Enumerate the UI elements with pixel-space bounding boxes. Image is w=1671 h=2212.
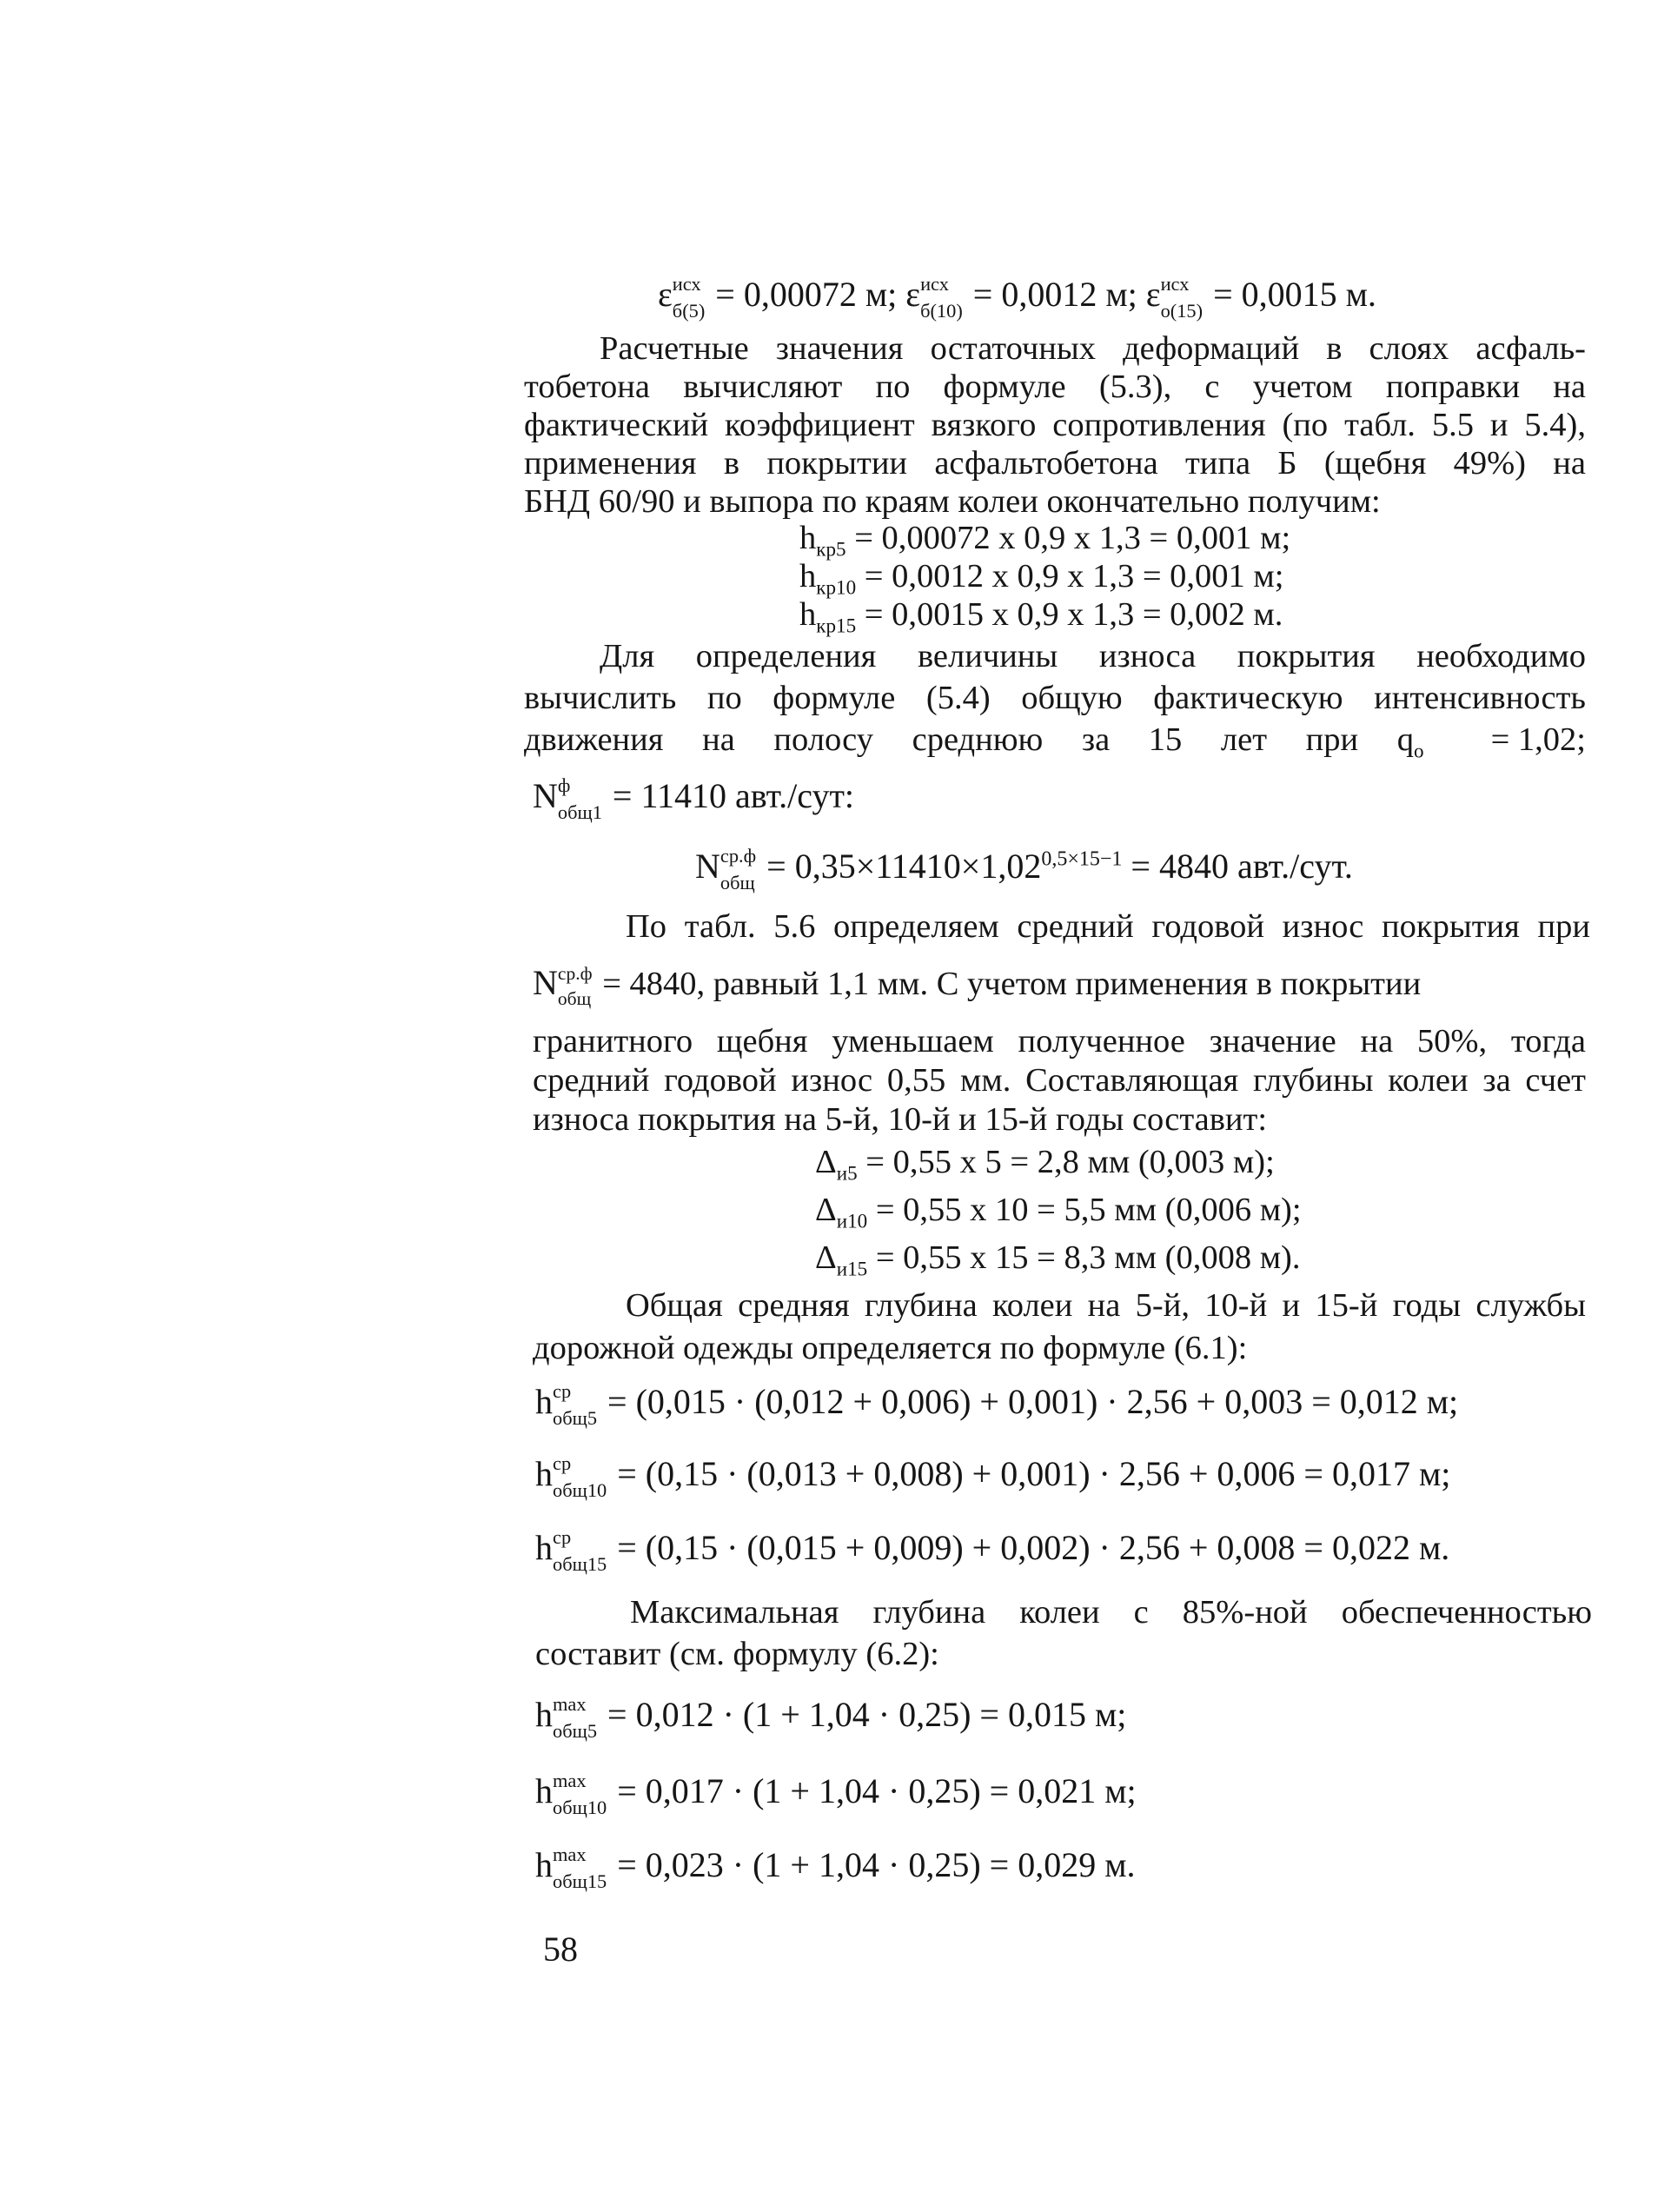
symbol: N (533, 776, 558, 815)
subscript: и5 (836, 1161, 858, 1185)
paragraph-line: БНД 60/90 и выпора по краям колеи окончательно получим: (524, 483, 1381, 520)
epsilon-symbol: ε (905, 275, 921, 314)
paragraph-text: = 1,02; (1490, 721, 1586, 758)
epsilon-symbol: ε (1145, 275, 1161, 314)
page-number: 58 (543, 1930, 578, 1969)
formula-h-kr10 (799, 556, 1284, 599)
formula-text: = 0,0015 х 0,9 х 1,3 = 0,002 м. (856, 596, 1283, 633)
epsilon-values-line (658, 273, 1376, 322)
superscript: max (553, 1770, 587, 1792)
paragraph-line: износа покрытия на 5-й, 10-й и 15-й годы составит: (533, 1101, 1268, 1138)
formula-delta-5 (815, 1142, 1275, 1185)
formula-h-cp-15 (535, 1526, 1450, 1575)
formula-text: = 0,017 · (1 + 1,04 · 0,25) = 0,021 м; (608, 1771, 1137, 1810)
formula-h-max-5 (535, 1693, 1127, 1742)
eps-sub: б(10) (920, 299, 963, 322)
subscript: и15 (836, 1257, 868, 1280)
symbol: h (799, 596, 817, 633)
superscript: ср (553, 1452, 572, 1475)
formula-delta-10 (815, 1190, 1302, 1230)
paragraph-line: вычислить по формуле (5.4) общую фактическую интенсивность (524, 680, 1586, 716)
q-subscript: о (1414, 739, 1424, 762)
subscript: кр15 (816, 614, 857, 637)
formula-text: = (0,15 · (0,013 + 0,008) + 0,001) · 2,56 + 0,006 = 0,017 м; (608, 1454, 1451, 1493)
eps-sub: о(15) (1160, 299, 1204, 322)
formula-delta-15 (815, 1238, 1301, 1278)
superscript: max (553, 1843, 587, 1866)
paragraph-line: Общая средняя глубина колеи на 5-й, 10-й и 15-й годы службы (626, 1287, 1586, 1324)
formula-text: = 0,35×11410×1,02 (758, 847, 1042, 886)
formula-h-kr5 (799, 518, 1291, 561)
formula-text: = (0,15 · (0,015 + 0,009) + 0,002) · 2,56 + 0,008 = 0,022 м. (608, 1528, 1450, 1567)
paragraph-line: фактический коэффициент вязкого сопротивления (по табл. 5.5 и 5.4), (524, 407, 1586, 443)
formula-h-max-10 (535, 1770, 1137, 1818)
eps-value: = 0,00072 м; (706, 275, 906, 314)
subscript: общ10 (553, 1796, 607, 1818)
paragraph-line: составит (см. формулу (6.2): (535, 1636, 939, 1672)
formula-h-kr15 (799, 595, 1283, 637)
eps-value: = 0,0012 м; (964, 275, 1146, 314)
formula-text: = 0,00072 х 0,9 х 1,3 = 0,001 м; (845, 520, 1291, 556)
superscript: ср.ф (719, 845, 757, 867)
subscript: и10 (836, 1209, 868, 1232)
paragraph-text: движения на полосу среднюю за 15 лет при q (524, 721, 1414, 758)
subscript: общ10 (553, 1478, 607, 1501)
eps-sub: б(5) (672, 299, 706, 322)
symbol: h (535, 1382, 553, 1421)
superscript: ср (553, 1526, 572, 1549)
eps-sup: исх (920, 273, 949, 296)
formula-n-obsh-cp (695, 845, 1353, 893)
formula-text: = 0,0012 х 0,9 х 1,3 = 0,001 м; (856, 558, 1284, 595)
subscript: кр10 (816, 575, 857, 599)
formula-text: = 0,023 · (1 + 1,04 · 0,25) = 0,029 м. (608, 1845, 1136, 1884)
subscript: общ5 (553, 1406, 598, 1429)
subscript: кр5 (816, 537, 846, 561)
paragraph-line: Расчетные значения остаточных деформаций в слоях асфаль- (600, 330, 1586, 367)
formula-text: = 11410 авт./сут: (603, 776, 855, 815)
paragraph-line: применения в покрытии асфальтобетона типа Б (щебня 49%) на (524, 445, 1586, 482)
paragraph-line: гранитного щебня уменьшаем полученное значение на 50%, тогда (533, 1023, 1586, 1060)
symbol: h (535, 1695, 553, 1734)
superscript: max (553, 1693, 587, 1716)
paragraph-line: По табл. 5.6 определяем средний годовой износ покрытия при (626, 908, 1590, 945)
formula-text: = 4840 авт./сут. (1122, 847, 1353, 886)
subscript: общ5 (553, 1719, 598, 1742)
delta-symbol: Δ (815, 1192, 837, 1228)
paragraph-line: дорожной одежды определяется по формуле (6.1): (533, 1330, 1248, 1366)
symbol: h (535, 1528, 553, 1567)
paragraph-line: средний годовой износ 0,55 мм. Составляющая глубины колеи за счет (533, 1062, 1586, 1099)
formula-text: = (0,015 · (0,012 + 0,006) + 0,001) · 2,56 + 0,003 = 0,012 м; (599, 1382, 1459, 1421)
delta-symbol: Δ (815, 1144, 837, 1180)
eps-sup: исх (1160, 273, 1190, 296)
formula-text: = 0,55 х 10 = 5,5 мм (0,006 м); (867, 1192, 1302, 1228)
symbol: h (535, 1771, 553, 1810)
formula-text: = 0,012 · (1 + 1,04 · 0,25) = 0,015 м; (599, 1695, 1127, 1734)
symbol: N (533, 963, 558, 1002)
exponent: 0,5×15−1 (1041, 847, 1123, 871)
subscript: общ (557, 988, 592, 1010)
symbol: h (799, 520, 817, 556)
subscript: общ15 (553, 1552, 607, 1575)
paragraph-line (533, 962, 1422, 1010)
eps-sup: исх (672, 273, 701, 296)
superscript: ф (557, 774, 571, 797)
symbol: N (695, 847, 720, 886)
formula-h-max-15 (535, 1843, 1136, 1892)
paragraph-line: Максимальная глубина колеи с 85%-ной обеспеченностью (630, 1594, 1592, 1631)
symbol: h (535, 1454, 553, 1493)
symbol: h (535, 1845, 553, 1884)
superscript: ср (553, 1380, 572, 1403)
superscript: ср.ф (557, 962, 593, 984)
formula-h-cp-10 (535, 1452, 1451, 1501)
formula-text: = 0,55 х 15 = 8,3 мм (0,008 м). (867, 1239, 1301, 1276)
subscript: общ15 (553, 1870, 607, 1892)
epsilon-symbol: ε (658, 275, 673, 314)
eps-value: = 0,0015 м. (1204, 275, 1376, 314)
formula-h-cp-5 (535, 1380, 1459, 1429)
symbol: h (799, 558, 817, 595)
formula-n-obsh1 (533, 774, 855, 823)
formula-text: = 0,55 х 5 = 2,8 мм (0,003 м); (857, 1144, 1275, 1180)
paragraph-line (524, 720, 1586, 760)
paragraph-text: = 4840, равный 1,1 мм. С учетом применения в покрытии (593, 966, 1422, 1002)
subscript: общ1 (557, 800, 602, 823)
paragraph-line: тобетона вычисляют по формуле (5.3), с учетом поправки на (524, 369, 1586, 405)
delta-symbol: Δ (815, 1239, 837, 1276)
paragraph-line: Для определения величины износа покрытия необходимо (600, 638, 1586, 674)
subscript: общ (719, 871, 755, 893)
